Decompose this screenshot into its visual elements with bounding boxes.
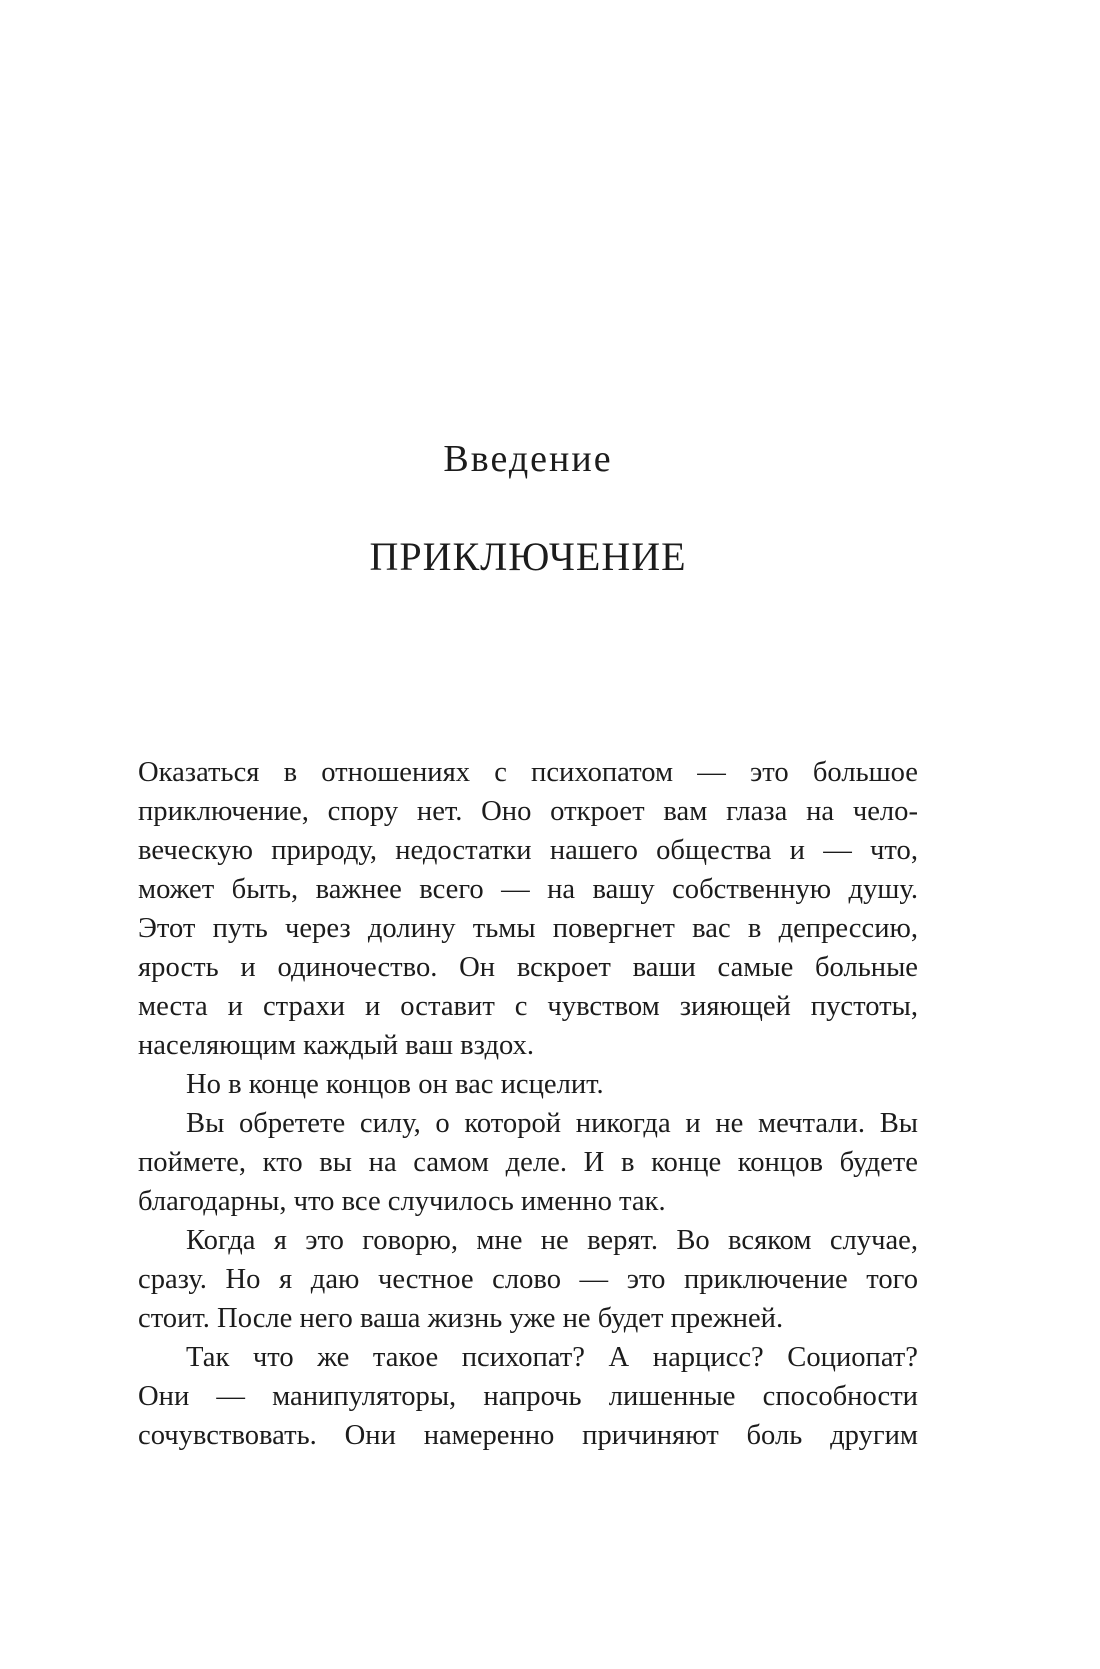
text-line: Но в конце концов он вас исцелит. xyxy=(186,1069,604,1100)
text-line: может быть, важнее всего — на вашу собственную душу. xyxy=(138,874,918,905)
text-line: места и страхи и оставит с чувством зияющей пустоты, xyxy=(138,991,918,1022)
text-line: стоит. После него ваша жизнь уже не будет прежней. xyxy=(138,1303,784,1334)
text-line: Они — манипуляторы, напрочь лишенные способности xyxy=(138,1381,918,1412)
chapter-title: ПРИКЛЮЧЕНИЕ xyxy=(369,534,687,579)
text-line: Этот путь через долину тьмы повергнет вас в депрессию, xyxy=(138,913,918,944)
text-line: веческую природу, недостатки нашего общества и — что, xyxy=(138,835,918,866)
text-line: сразу. Но я даю честное слово — это приключение того xyxy=(138,1264,918,1295)
text-line: поймете, кто вы на самом деле. И в конце концов будете xyxy=(138,1147,918,1178)
text-line: Так что же такое психопат? А нарцисс? Социопат? xyxy=(186,1342,918,1373)
text-line: населяющим каждый ваш вздох. xyxy=(138,1030,535,1061)
text-line: сочувствовать. Они намеренно причиняют боль другим xyxy=(138,1420,918,1451)
text-line: приключение, спору нет. Оно откроет вам глаза на чело- xyxy=(138,796,918,827)
text-line: Вы обретете силу, о которой никогда и не мечтали. Вы xyxy=(186,1108,918,1139)
text-line: Когда я это говорю, мне не верят. Во всяком случае, xyxy=(186,1225,918,1256)
body-text xyxy=(138,753,918,1455)
chapter-label: Введение xyxy=(443,438,613,480)
text-line: благодарны, что все случилось именно так. xyxy=(138,1186,666,1217)
text-line: Оказаться в отношениях с психопатом — это большое xyxy=(138,757,918,788)
text-line: ярость и одиночество. Он вскроет ваши самые больные xyxy=(138,952,918,983)
